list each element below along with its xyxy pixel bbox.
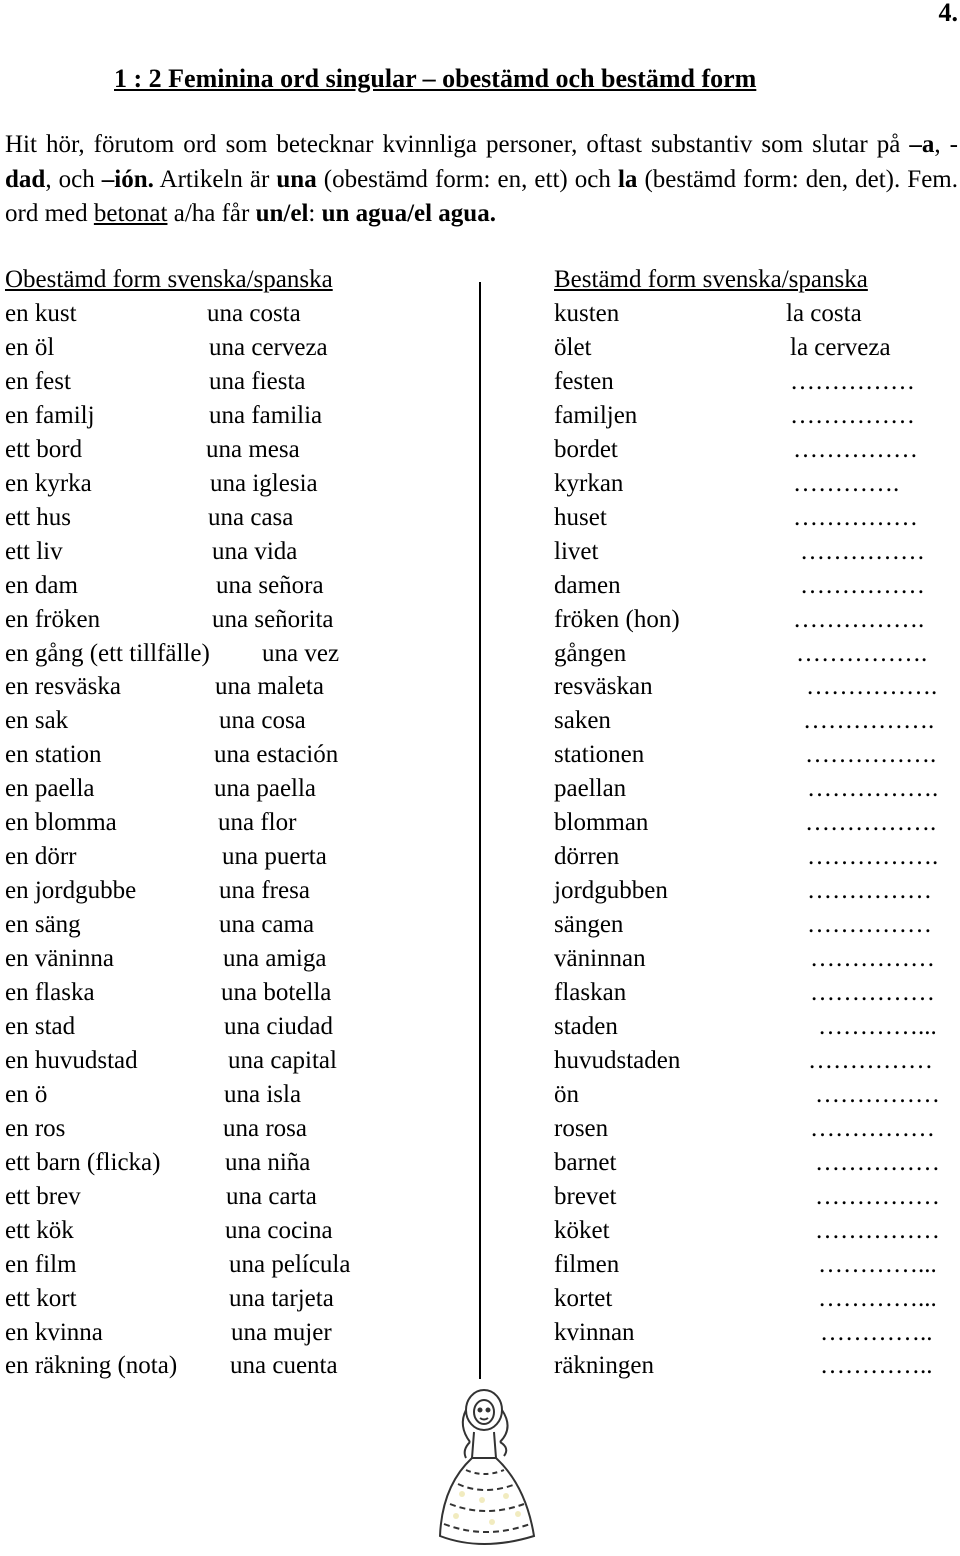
spanish-definite-answer: …………... — [818, 1251, 937, 1278]
swedish-definite: filmen — [554, 1251, 620, 1278]
spanish-indefinite: una película — [229, 1251, 351, 1278]
table-row — [0, 877, 960, 911]
swedish-indefinite: en paella — [5, 775, 95, 802]
intro-bold: la — [617, 165, 638, 193]
table-row — [0, 1251, 960, 1285]
swedish-indefinite: en jordgubbe — [5, 877, 137, 904]
table-row — [0, 368, 960, 402]
swedish-indefinite: en familj — [5, 402, 95, 429]
table-row — [0, 1217, 960, 1251]
table-row — [0, 1115, 960, 1149]
swedish-definite: kusten — [554, 300, 620, 327]
table-row — [0, 1352, 960, 1386]
spanish-definite-answer: …………… — [790, 368, 915, 395]
swedish-definite: kvinnan — [554, 1319, 635, 1346]
spanish-indefinite: una cuenta — [230, 1352, 338, 1379]
flamenco-dancer-illustration — [422, 1386, 558, 1552]
swedish-indefinite: ett liv — [5, 538, 63, 565]
spanish-indefinite: una iglesia — [210, 470, 318, 497]
swedish-indefinite: ett hus — [5, 504, 71, 531]
spanish-indefinite: una capital — [228, 1047, 337, 1074]
spanish-indefinite: una fresa — [219, 877, 310, 904]
intro-text: a/ha får — [167, 200, 256, 227]
table-row — [0, 1081, 960, 1115]
swedish-definite: räkningen — [554, 1352, 654, 1379]
spanish-indefinite: una flor — [218, 809, 297, 836]
swedish-indefinite: en gång (ett tillfälle) — [5, 640, 210, 667]
swedish-indefinite: en resväska — [5, 673, 121, 700]
swedish-definite: sängen — [554, 911, 624, 938]
table-row — [0, 504, 960, 538]
swedish-definite: paellan — [554, 775, 627, 802]
swedish-indefinite: ett brev — [5, 1183, 81, 1210]
intro-text: Artikeln är — [153, 165, 277, 193]
intro-text: , och — [45, 165, 102, 193]
swedish-definite: resväskan — [554, 673, 653, 700]
spanish-definite-answer: …………… — [790, 402, 915, 429]
swedish-definite: huset — [554, 504, 607, 531]
intro-text: (bestämd form: den, det). Fem. ord med — [5, 165, 958, 227]
spanish-indefinite: una cosa — [219, 707, 306, 734]
spanish-definite-answer: …………… — [815, 1081, 940, 1108]
spanish-definite-answer: …………… — [793, 436, 918, 463]
swedish-indefinite: en sak — [5, 707, 69, 734]
spanish-definite-answer: …………… — [815, 1183, 940, 1210]
swedish-indefinite: ett kök — [5, 1217, 74, 1244]
spanish-definite-answer: ……………. — [796, 640, 928, 667]
swedish-definite: livet — [554, 538, 599, 565]
table-row — [0, 1013, 960, 1047]
swedish-indefinite: en ros — [5, 1115, 66, 1142]
swedish-indefinite: en stad — [5, 1013, 76, 1040]
swedish-definite: väninnan — [554, 945, 646, 972]
table-row — [0, 673, 960, 707]
swedish-indefinite: en väninna — [5, 945, 114, 972]
swedish-indefinite: en kvinna — [5, 1319, 103, 1346]
swedish-definite: gången — [554, 640, 627, 667]
spanish-indefinite: una rosa — [223, 1115, 307, 1142]
spanish-definite-answer: ……………. — [806, 673, 938, 700]
table-row — [0, 538, 960, 572]
spanish-indefinite: una señorita — [212, 606, 334, 633]
swedish-indefinite: en dörr — [5, 843, 77, 870]
spanish-definite-answer: ……………. — [805, 741, 937, 768]
table-row — [0, 911, 960, 945]
swedish-indefinite: en station — [5, 741, 102, 768]
spanish-definite-answer: la cerveza — [790, 334, 891, 361]
table-row — [0, 843, 960, 877]
swedish-indefinite: en kust — [5, 300, 77, 327]
swedish-indefinite: en fröken — [5, 606, 101, 633]
spanish-indefinite: una isla — [224, 1081, 302, 1108]
swedish-indefinite: en blomma — [5, 809, 117, 836]
spanish-definite-answer: …………… — [810, 1115, 935, 1142]
swedish-indefinite: en säng — [5, 911, 81, 938]
intro-text: (obestämd form: en, ett) och — [316, 165, 618, 193]
swedish-definite: brevet — [554, 1183, 617, 1210]
table-row — [0, 572, 960, 606]
intro-text: , - — [934, 131, 959, 158]
spanish-indefinite: una amiga — [223, 945, 327, 972]
spanish-indefinite: una carta — [226, 1183, 317, 1210]
spanish-indefinite: una ciudad — [224, 1013, 333, 1040]
spanish-indefinite: una vida — [212, 538, 298, 565]
swedish-definite: damen — [554, 572, 621, 599]
table-row — [0, 402, 960, 436]
page-title: 1 : 2 Feminina ord singular – obestämd och bestämd form — [114, 64, 757, 93]
intro-underlined: betonat — [93, 200, 168, 227]
swedish-definite: festen — [554, 368, 614, 395]
swedish-definite: barnet — [554, 1149, 617, 1176]
spanish-definite-answer: la costa — [786, 300, 862, 327]
column-header-definite: Bestämd form svenska/spanska — [554, 266, 868, 293]
intro-bold: –ión. — [101, 165, 154, 193]
spanish-indefinite: una familia — [209, 402, 323, 429]
table-row — [0, 1319, 960, 1353]
spanish-definite-answer: …………. — [793, 470, 900, 497]
spanish-definite-answer: ……………. — [807, 843, 939, 870]
spanish-indefinite: una mesa — [206, 436, 300, 463]
swedish-indefinite: ett bord — [5, 436, 83, 463]
swedish-definite: huvudstaden — [554, 1047, 681, 1074]
spanish-definite-answer: ……………. — [803, 707, 935, 734]
swedish-definite: saken — [554, 707, 611, 734]
intro-bold: un agua/el agua. — [321, 200, 496, 227]
spanish-definite-answer: ……………. — [793, 606, 925, 633]
spanish-indefinite: una vez — [262, 640, 340, 667]
spanish-definite-answer: …………… — [793, 504, 918, 531]
intro-bold: un/el — [255, 200, 309, 227]
swedish-definite: ön — [554, 1081, 579, 1108]
spanish-indefinite: una señora — [216, 572, 324, 599]
table-row — [0, 775, 960, 809]
spanish-indefinite: una estación — [214, 741, 339, 768]
table-row — [0, 300, 960, 334]
intro-bold: –a — [909, 131, 935, 158]
page-number: 4. — [938, 0, 958, 27]
table-row — [0, 640, 960, 674]
swedish-indefinite: en öl — [5, 334, 55, 361]
table-row — [0, 707, 960, 741]
spanish-indefinite: una casa — [208, 504, 294, 531]
table-row — [0, 470, 960, 504]
swedish-indefinite: en kyrka — [5, 470, 92, 497]
table-row — [0, 1183, 960, 1217]
table-row — [0, 606, 960, 640]
spanish-definite-answer: …………… — [807, 911, 932, 938]
swedish-definite: staden — [554, 1013, 618, 1040]
swedish-indefinite: en flaska — [5, 979, 95, 1006]
intro-text: Hit hör, förutom ord som betecknar kvinnliga personer, oftast substantiv som slutar på — [5, 131, 910, 158]
column-header-indefinite: Obestämd form svenska/spanska — [5, 266, 333, 293]
table-row — [0, 436, 960, 470]
swedish-indefinite: en film — [5, 1251, 77, 1278]
spanish-definite-answer: …………… — [815, 1149, 940, 1176]
swedish-indefinite: ett kort — [5, 1285, 77, 1312]
swedish-definite: fröken (hon) — [554, 606, 680, 633]
table-row — [0, 979, 960, 1013]
swedish-indefinite: en dam — [5, 572, 78, 599]
spanish-definite-answer: ………….. — [820, 1352, 933, 1379]
swedish-definite: blomman — [554, 809, 649, 836]
spanish-indefinite: una paella — [214, 775, 317, 802]
spanish-definite-answer: …………… — [810, 979, 935, 1006]
swedish-definite: ölet — [554, 334, 592, 361]
swedish-definite: kyrkan — [554, 470, 624, 497]
swedish-definite: dörren — [554, 843, 620, 870]
spanish-indefinite: una mujer — [231, 1319, 332, 1346]
spanish-definite-answer: ……………. — [807, 775, 939, 802]
table-row — [0, 1285, 960, 1319]
swedish-definite: jordgubben — [554, 877, 668, 904]
spanish-definite-answer: …………… — [800, 538, 925, 565]
spanish-definite-answer: …………… — [810, 945, 935, 972]
spanish-indefinite: una fiesta — [209, 368, 306, 395]
spanish-definite-answer: …………… — [815, 1217, 940, 1244]
spanish-definite-answer: …………… — [807, 877, 932, 904]
spanish-indefinite: una botella — [221, 979, 332, 1006]
swedish-indefinite: en ö — [5, 1081, 48, 1108]
table-row — [0, 1149, 960, 1183]
swedish-indefinite: en huvudstad — [5, 1047, 138, 1074]
spanish-indefinite: una tarjeta — [229, 1285, 334, 1312]
swedish-definite: rosen — [554, 1115, 609, 1142]
table-row — [0, 741, 960, 775]
swedish-indefinite: en räkning (nota) — [5, 1352, 178, 1379]
swedish-definite: familjen — [554, 402, 638, 429]
swedish-definite: flaskan — [554, 979, 627, 1006]
spanish-definite-answer: ………….. — [820, 1319, 933, 1346]
swedish-definite: bordet — [554, 436, 618, 463]
spanish-indefinite: una puerta — [222, 843, 327, 870]
table-row — [0, 1047, 960, 1081]
intro-bold: una — [276, 165, 317, 193]
table-row — [0, 945, 960, 979]
spanish-indefinite: una costa — [207, 300, 301, 327]
intro-text: : — [308, 200, 322, 227]
spanish-indefinite: una niña — [225, 1149, 311, 1176]
spanish-indefinite: una maleta — [215, 673, 324, 700]
table-row — [0, 334, 960, 368]
swedish-definite: stationen — [554, 741, 645, 768]
spanish-definite-answer: …………… — [808, 1047, 933, 1074]
spanish-definite-answer: ……………. — [805, 809, 937, 836]
spanish-definite-answer: …………… — [800, 572, 925, 599]
swedish-definite: köket — [554, 1217, 610, 1244]
table-row — [0, 809, 960, 843]
swedish-indefinite: ett barn (flicka) — [5, 1149, 161, 1176]
spanish-definite-answer: …………... — [818, 1285, 937, 1312]
swedish-indefinite: en fest — [5, 368, 71, 395]
spanish-indefinite: una cama — [219, 911, 315, 938]
intro-paragraph — [5, 128, 958, 232]
spanish-definite-answer: …………... — [818, 1013, 937, 1040]
spanish-indefinite: una cerveza — [209, 334, 328, 361]
spanish-indefinite: una cocina — [225, 1217, 333, 1244]
intro-bold: dad — [5, 165, 46, 193]
swedish-definite: kortet — [554, 1285, 613, 1312]
